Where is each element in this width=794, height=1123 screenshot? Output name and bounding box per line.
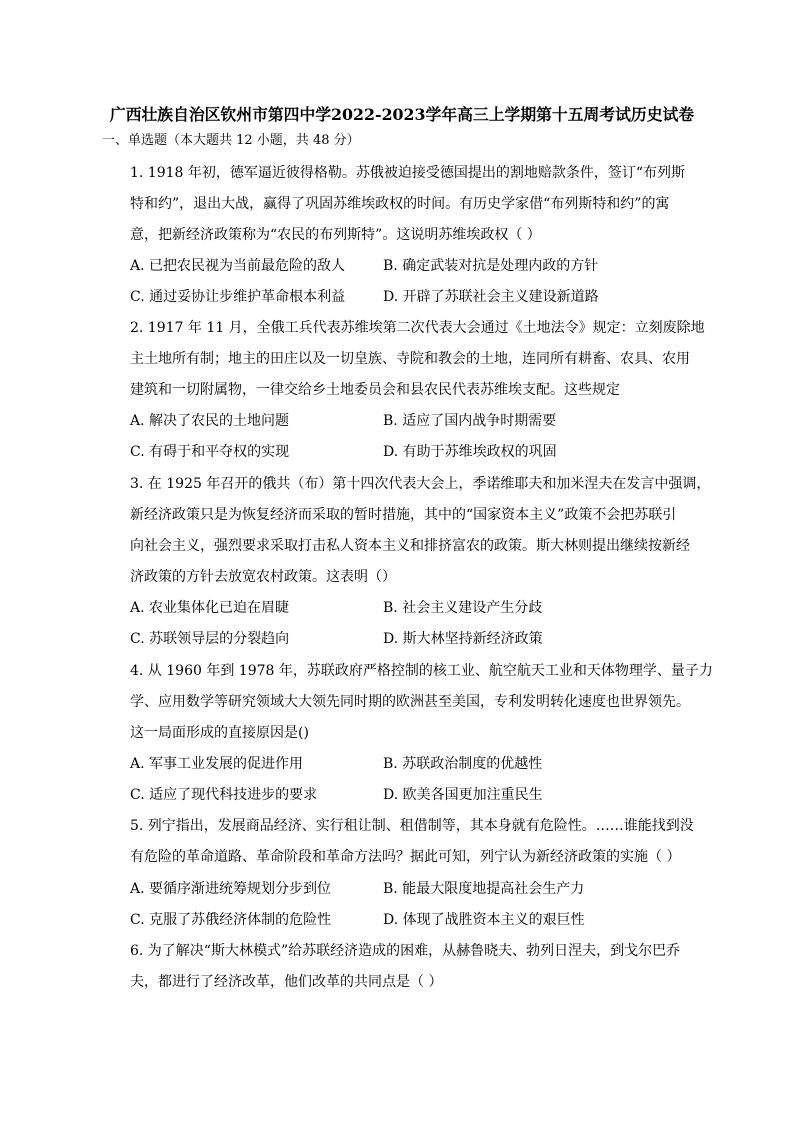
question-3-option-d[interactable]: D. 斯大林坚持新经济政策: [383, 631, 543, 647]
question-4-line-3: 这一局面形成的直接原因是(): [130, 725, 309, 741]
question-5-option-b[interactable]: B. 能最大限度地提高社会生产力: [383, 881, 585, 897]
question-2-line-2: 主土地所有制；地主的田庄以及一切皇族、寺院和教会的土地，连同所有耕畜、农具、农用: [130, 351, 690, 367]
question-2-line-1: 2. 1917 年 11 月，全俄工兵代表苏维埃第二次代表大会通过《土地法令》规定：立刻废除地: [130, 320, 705, 336]
question-4-line-2: 学、应用数学等研究领域大大领先同时期的欧洲甚至美国，专利发明转化速度也世界领先。: [130, 694, 690, 710]
question-5-line-1: 5. 列宁指出，发展商品经济、实行租让制、租借制等，其本身就有危险性。……谁能找到没: [130, 818, 694, 834]
question-4-line-1: 4. 从 1960 年到 1978 年，苏联政府严格控制的核工业、航空航天工业和天体物理学、量子力: [130, 663, 713, 679]
question-1-option-d[interactable]: D. 开辟了苏联社会主义建设新道路: [383, 289, 599, 305]
exam-title: 广西壮族自治区钦州市第四中学2022-2023学年高三上学期第十五周考试历史试卷: [109, 105, 695, 124]
question-1-option-c[interactable]: C. 通过妥协让步维护革命根本利益: [130, 289, 346, 305]
question-6-line-2: 夫，都进行了经济改革，他们改革的共同点是（ ）: [130, 974, 443, 990]
question-4-option-b[interactable]: B. 苏联政治制度的优越性: [383, 756, 543, 772]
question-6-line-1: 6. 为了解决“斯大林模式”给苏联经济造成的困难，从赫鲁晓夫、勃列日涅夫，到戈尔巴乔: [130, 943, 681, 959]
question-3-option-b[interactable]: B. 社会主义建设产生分歧: [383, 600, 543, 616]
question-3-option-a[interactable]: A. 农业集体化已迫在眉睫: [130, 600, 290, 616]
question-2-option-c[interactable]: C. 有碍于和平夺权的实现: [130, 444, 290, 460]
question-1-line-1: 1. 1918 年初，德军逼近彼得格勒。苏俄被迫接受德国提出的割地赔款条件，签订“布列斯: [130, 165, 686, 181]
question-4-option-d[interactable]: D. 欧美各国更加注重民生: [383, 787, 543, 803]
question-2-option-b[interactable]: B. 适应了国内战争时期需要: [383, 413, 557, 429]
question-4-option-a[interactable]: A. 军事工业发展的促进作用: [130, 756, 304, 772]
question-1-line-3: 意，把新经济政策称为“农民的布列斯特”。这说明苏维埃政权（ ）: [130, 227, 541, 243]
question-3-option-c[interactable]: C. 苏联领导层的分裂趋向: [130, 631, 290, 647]
question-3-line-4: 济政策的方针去放宽农村政策。这表明（）: [130, 569, 396, 585]
question-2-line-3: 建筑和一切附属物，一律交给乡土地委员会和县农民代表苏维埃支配。这些规定: [130, 382, 620, 398]
question-2-option-d[interactable]: D. 有助于苏维埃政权的巩固: [383, 444, 557, 460]
question-3-line-1: 3. 在 1925 年召开的俄共（布）第十四次代表大会上，季诺维耶夫和加米涅夫在发言中强调，: [130, 476, 711, 492]
question-3-line-3: 向社会主义，强烈要求采取打击私人资本主义和排挤富农的政策。斯大林则提出继续按新经: [130, 538, 690, 554]
question-3-line-2: 新经济政策只是为恢复经济而采取的暂时措施，其中的“国家资本主义”政策不会把苏联引: [130, 507, 677, 523]
question-1-option-b[interactable]: B. 确定武装对抗是处理内政的方针: [383, 258, 599, 274]
question-4-option-c[interactable]: C. 适应了现代科技进步的要求: [130, 787, 318, 803]
question-2-option-a[interactable]: A. 解决了农民的土地问题: [130, 413, 290, 429]
question-5-option-a[interactable]: A. 要循序渐进统筹规划分步到位: [130, 881, 332, 897]
question-5-line-2: 有危险的革命道路、革命阶段和革命方法吗？据此可知，列宁认为新经济政策的实施（ ）: [130, 849, 681, 865]
question-5-option-d[interactable]: D. 体现了战胜资本主义的艰巨性: [383, 912, 585, 928]
question-1-line-2: 特和约”，退出大战，赢得了巩固苏维埃政权的时间。有历史学家借“布列斯特和约”的寓: [130, 196, 670, 212]
section-heading: 一、单选题（本大题共 12 小题，共 48 分）: [102, 133, 360, 148]
question-5-option-c[interactable]: C. 克服了苏俄经济体制的危险性: [130, 912, 332, 928]
question-1-option-a[interactable]: A. 已把农民视为当前最危险的敌人: [130, 258, 346, 274]
